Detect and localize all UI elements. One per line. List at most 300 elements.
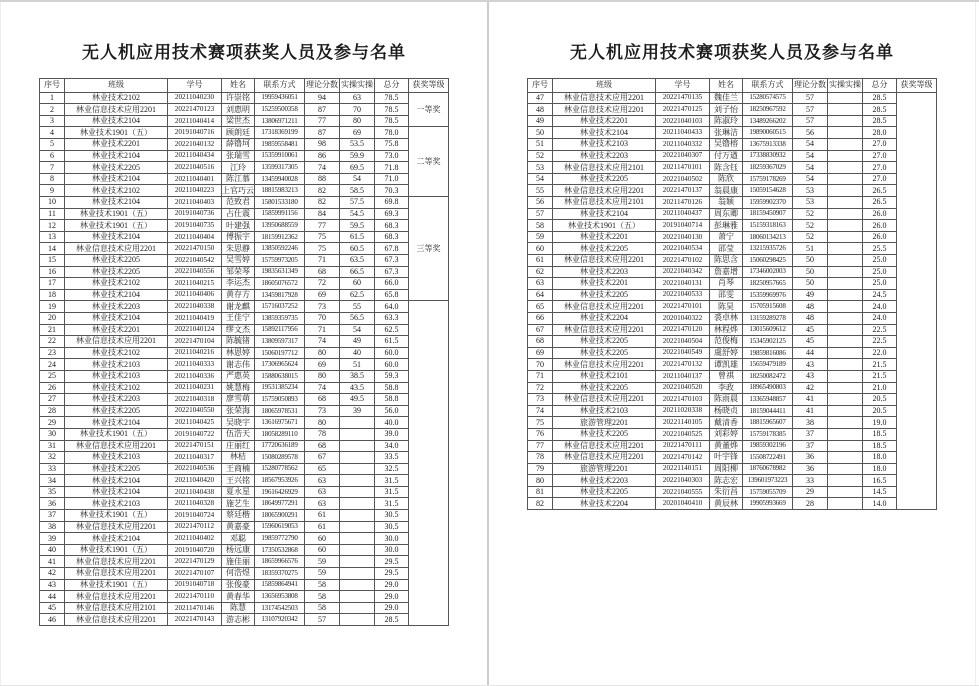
- cell: 37: [40, 510, 65, 522]
- cell: 林业技术2104: [65, 486, 168, 498]
- cell: [828, 359, 863, 371]
- cell: 66.5: [340, 266, 375, 278]
- cell: 20211040333: [168, 359, 222, 371]
- cell: 18567953926: [255, 475, 305, 487]
- cell: 57.5: [340, 197, 375, 209]
- cell: 肖琴: [710, 278, 743, 290]
- cell: 林业技术2104: [65, 150, 168, 162]
- cell: 20221040525: [656, 428, 710, 440]
- column-header: 联系方式: [255, 78, 305, 92]
- cell: 24: [40, 359, 65, 371]
- cell: [340, 579, 375, 591]
- table-row: [40, 197, 449, 209]
- cell: 林业技术2205: [553, 347, 656, 359]
- cell: 13459940028: [255, 173, 305, 185]
- cell: 63: [305, 498, 340, 510]
- cell: 24.0: [863, 312, 897, 324]
- cell: 20211040215: [168, 278, 222, 290]
- cell: 48: [793, 312, 828, 324]
- cell: 18.0: [863, 452, 897, 464]
- cell: 58.8: [375, 394, 409, 406]
- cell: 74: [305, 382, 340, 394]
- cell: 谭凯雄: [710, 359, 743, 371]
- cell: 15060298425: [743, 255, 793, 267]
- cell: 林业技术2205: [553, 486, 656, 498]
- cell: 5: [40, 139, 65, 151]
- cell: 陈慧: [222, 602, 255, 614]
- cell: 20221470111: [656, 440, 710, 452]
- cell: 林业技术2102: [65, 382, 168, 394]
- cell: 46: [40, 614, 65, 626]
- cell: [828, 289, 863, 301]
- table-row: [528, 382, 937, 394]
- cell: 20221470123: [168, 104, 222, 116]
- table-row: [528, 243, 937, 255]
- cell: [828, 92, 863, 104]
- cell: 20211040223: [168, 185, 222, 197]
- cell: [828, 127, 863, 139]
- cell: 16: [40, 266, 65, 278]
- table-row: [528, 394, 937, 406]
- cell: 27.0: [863, 150, 897, 162]
- cell: 60: [305, 544, 340, 556]
- cell: 林桔: [222, 452, 255, 464]
- cell: 19616426929: [255, 486, 305, 498]
- cell: 18760678982: [743, 463, 793, 475]
- table-row: [528, 417, 937, 429]
- cell: 66: [528, 312, 553, 324]
- cell: [828, 428, 863, 440]
- cell: 29.0: [375, 579, 409, 591]
- cell: 45: [793, 324, 828, 336]
- cell: 76: [528, 428, 553, 440]
- cell: 33: [40, 463, 65, 475]
- cell: 40: [40, 544, 65, 556]
- cell: 62: [528, 266, 553, 278]
- cell: 14.5: [863, 486, 897, 498]
- table-row: [40, 533, 449, 545]
- page-title: 无人机应用技术赛项获奖人员及参与名单: [570, 43, 894, 62]
- cell: 28.0: [863, 127, 897, 139]
- cell: 魏佳兰: [710, 92, 743, 104]
- cell: 吴晓宇: [222, 417, 255, 429]
- cell: 69: [340, 127, 375, 139]
- cell: [828, 162, 863, 174]
- cell: 黄存方: [222, 289, 255, 301]
- cell: 49.5: [340, 394, 375, 406]
- cell: 50: [793, 266, 828, 278]
- table-row: [40, 104, 449, 116]
- table-row: [528, 185, 937, 197]
- cell: 79: [528, 463, 553, 475]
- cell: 20211040406: [168, 289, 222, 301]
- cell: 林业信息技术应用2201: [553, 255, 656, 267]
- cell: 林业技术2102: [65, 347, 168, 359]
- cell: 31.5: [375, 475, 409, 487]
- cell: 林业技术2103: [65, 359, 168, 371]
- cell: 61: [528, 255, 553, 267]
- table-row: [528, 162, 937, 174]
- cell: 54: [793, 150, 828, 162]
- table-body: [528, 92, 937, 509]
- cell: 53: [528, 162, 553, 174]
- cell: 20221040502: [656, 173, 710, 185]
- cell: 林业技术2201: [65, 139, 168, 151]
- cell: 70: [528, 359, 553, 371]
- table-row: [40, 289, 449, 301]
- cell: 53.5: [340, 139, 375, 151]
- cell: 23: [40, 347, 65, 359]
- table-row: [40, 568, 449, 580]
- cell: 林业信息技术应用2201: [65, 104, 168, 116]
- cell: 17350532868: [255, 544, 305, 556]
- cell: 范俊梅: [710, 336, 743, 348]
- column-header: 获奖等级: [409, 78, 449, 92]
- cell: 陈含钰: [710, 162, 743, 174]
- cell: 詹嘉增: [710, 266, 743, 278]
- table-row: [40, 544, 449, 556]
- table-row: [40, 336, 449, 348]
- cell: 20211040231: [168, 382, 222, 394]
- table-row: [40, 440, 449, 452]
- cell: 15508722491: [743, 452, 793, 464]
- cell: 34: [40, 475, 65, 487]
- cell: 15759055709: [743, 486, 793, 498]
- cell: [828, 255, 863, 267]
- cell: 18065978531: [255, 405, 305, 417]
- cell: 38: [793, 417, 828, 429]
- cell: 68: [305, 440, 340, 452]
- cell: 20221040318: [168, 394, 222, 406]
- cell: 20191040720: [168, 544, 222, 556]
- cell: 18.5: [863, 428, 897, 440]
- cell: 41: [793, 394, 828, 406]
- cell: 21.5: [863, 359, 897, 371]
- cell: 54: [340, 173, 375, 185]
- cell: 20191040736: [168, 208, 222, 220]
- cell: 林业技术1901（五）: [65, 127, 168, 139]
- cell: 29.0: [375, 591, 409, 603]
- cell: 翁晨康: [710, 185, 743, 197]
- table-row: [40, 278, 449, 290]
- cell: 李政: [710, 382, 743, 394]
- cell: [828, 185, 863, 197]
- table-row: [40, 243, 449, 255]
- cell: 27: [40, 394, 65, 406]
- cell: 20211040230: [168, 92, 222, 104]
- cell: 17720636189: [255, 440, 305, 452]
- cell: 70.3: [375, 185, 409, 197]
- table-row: [40, 602, 449, 614]
- table-row: [40, 266, 449, 278]
- cell: 17306965624: [255, 359, 305, 371]
- table-row: [528, 255, 937, 267]
- cell: 47: [528, 92, 553, 104]
- cell: 20211040317: [168, 452, 222, 464]
- cell: 20221470104: [168, 336, 222, 348]
- award-level-cell: 三等奖: [409, 197, 449, 301]
- cell: 19859816086: [743, 347, 793, 359]
- cell: 54: [793, 173, 828, 185]
- cell: 伍浩天: [222, 428, 255, 440]
- cell: 15960619053: [255, 521, 305, 533]
- cell: 张琳洁: [710, 127, 743, 139]
- cell: 20201040322: [656, 312, 710, 324]
- cell: 19.0: [863, 417, 897, 429]
- cell: 42: [40, 568, 65, 580]
- table-row: [40, 208, 449, 220]
- cell: 20221040303: [656, 475, 710, 487]
- cell: 20221040536: [168, 463, 222, 475]
- award-level-cell: 一等奖: [409, 92, 449, 127]
- cell: 52: [793, 231, 828, 243]
- cell: 施佳丽: [222, 556, 255, 568]
- cell: 20211040438: [168, 486, 222, 498]
- cell: 15759178385: [743, 428, 793, 440]
- cell: 20221470102: [656, 255, 710, 267]
- table-row: [40, 220, 449, 232]
- cell: 旅游管理2201: [553, 417, 656, 429]
- cell: 28.5: [863, 104, 897, 116]
- cell: 20: [40, 312, 65, 324]
- cell: 15359910061: [255, 150, 305, 162]
- cell: 林业技术2201: [553, 278, 656, 290]
- cell: 75: [305, 243, 340, 255]
- cell: 林业技术2203: [553, 150, 656, 162]
- cell: 71.0: [375, 173, 409, 185]
- cell: 张荣海: [222, 405, 255, 417]
- table-row: [40, 370, 449, 382]
- cell: [828, 475, 863, 487]
- cell: 林业信息技术应用2201: [65, 556, 168, 568]
- cell: 20211470146: [168, 602, 222, 614]
- cell: 64: [528, 289, 553, 301]
- table-row: [528, 336, 937, 348]
- cell: 71: [305, 324, 340, 336]
- cell: 57: [793, 115, 828, 127]
- cell: 36: [793, 452, 828, 464]
- cell: 18965490803: [743, 382, 793, 394]
- table-row: [528, 359, 937, 371]
- table-row: [40, 139, 449, 151]
- cell: 54: [793, 162, 828, 174]
- cell: 32: [40, 452, 65, 464]
- table-row: [40, 347, 449, 359]
- cell: 29: [40, 417, 65, 429]
- cell: 48: [528, 104, 553, 116]
- cell: 林业技术1901（五）: [65, 208, 168, 220]
- cell: 林业技术2203: [553, 266, 656, 278]
- cell: 56.5: [340, 312, 375, 324]
- cell: 15259500358: [255, 104, 305, 116]
- table-row: [528, 92, 937, 104]
- cell: 15: [40, 255, 65, 267]
- cell: 20191040735: [168, 220, 222, 232]
- cell: 78: [528, 452, 553, 464]
- cell: 78.5: [375, 104, 409, 116]
- cell: 68.3: [375, 231, 409, 243]
- cell: 林业技术2104: [65, 231, 168, 243]
- cell: 57: [793, 92, 828, 104]
- cell: 18.5: [863, 440, 897, 452]
- cell: 15659479189: [743, 359, 793, 371]
- cell: 70: [340, 104, 375, 116]
- table-row: [40, 452, 449, 464]
- cell: 缪文杰: [222, 324, 255, 336]
- cell: 29: [793, 486, 828, 498]
- cell: 20211470126: [656, 197, 710, 209]
- cell: 陈欣: [710, 173, 743, 185]
- cell: 20191040718: [168, 579, 222, 591]
- cell: 41: [793, 405, 828, 417]
- table-row: [528, 498, 937, 510]
- cell: 20191040724: [168, 510, 222, 522]
- cell: 林程烨: [710, 324, 743, 336]
- cell: [828, 243, 863, 255]
- cell: 林业技术2104: [65, 417, 168, 429]
- cell: [828, 278, 863, 290]
- cell: 18058289110: [255, 428, 305, 440]
- cell: 20.5: [863, 405, 897, 417]
- cell: 林业信息技术应用2201: [553, 394, 656, 406]
- cell: 王佳宁: [222, 312, 255, 324]
- table-row: [528, 220, 937, 232]
- cell: 80: [305, 417, 340, 429]
- cell: 65: [305, 463, 340, 475]
- cell: 20221470107: [168, 568, 222, 580]
- cell: 邹荣琴: [222, 266, 255, 278]
- cell: 19: [40, 301, 65, 313]
- cell: 29.0: [375, 602, 409, 614]
- cell: 63.5: [340, 255, 375, 267]
- cell: 36: [40, 498, 65, 510]
- table-row: [40, 417, 449, 429]
- cell: 56.0: [375, 405, 409, 417]
- cell: 13174542503: [255, 602, 305, 614]
- cell: 占仕震: [222, 208, 255, 220]
- cell: 林业技术2104: [65, 475, 168, 487]
- cell: 19905993669: [743, 498, 793, 510]
- cell: 20221040533: [656, 289, 710, 301]
- cell: 林业技术2104: [65, 197, 168, 209]
- cell: 15705915608: [743, 301, 793, 313]
- cell: 13599317305: [255, 162, 305, 174]
- cell: 58: [305, 591, 340, 603]
- cell: [828, 150, 863, 162]
- cell: 何浩煜: [222, 568, 255, 580]
- cell: 邓聪: [222, 533, 255, 545]
- cell: [340, 417, 375, 429]
- cell: 20221470150: [168, 243, 222, 255]
- cell: 25: [40, 370, 65, 382]
- cell: 19531385234: [255, 382, 305, 394]
- page-1: [0, 2, 488, 685]
- cell: 58.5: [340, 185, 375, 197]
- cell: 13365948857: [743, 394, 793, 406]
- cell: 18.0: [863, 463, 897, 475]
- cell: 20201040410: [656, 498, 710, 510]
- cell: 61: [305, 510, 340, 522]
- cell: [828, 405, 863, 417]
- cell: 60.5: [340, 243, 375, 255]
- cell: [828, 139, 863, 151]
- cell: 林业技术2103: [65, 498, 168, 510]
- cell: 19859558481: [255, 139, 305, 151]
- cell: 15060197712: [255, 347, 305, 359]
- cell: 20211040433: [656, 127, 710, 139]
- cell: 20211040434: [168, 150, 222, 162]
- table-row: [40, 359, 449, 371]
- table-row: [528, 208, 937, 220]
- cell: 78: [305, 428, 340, 440]
- cell: 18649977291: [255, 498, 305, 510]
- cell: 20221470151: [168, 440, 222, 452]
- cell: 范致君: [222, 197, 255, 209]
- cell: 黄董烨: [710, 440, 743, 452]
- cell: 20211040403: [168, 197, 222, 209]
- cell: 49: [340, 336, 375, 348]
- awards-table-page2: [527, 78, 937, 510]
- cell: 林业技术2104: [65, 533, 168, 545]
- column-header: 获奖等级: [897, 78, 937, 92]
- cell: 77: [305, 220, 340, 232]
- cell: 45: [40, 602, 65, 614]
- column-header: 理论分数: [305, 78, 340, 92]
- cell: 陈江慕: [222, 173, 255, 185]
- cell: 林业技术2104: [65, 312, 168, 324]
- cell: 梁世杰: [222, 115, 255, 127]
- table-row: [528, 150, 937, 162]
- cell: 刘子怡: [710, 104, 743, 116]
- cell: 88: [305, 173, 340, 185]
- cell: 58.8: [375, 382, 409, 394]
- cell: 13: [40, 231, 65, 243]
- cell: 林业技术2102: [65, 92, 168, 104]
- cell: 林业信息技术应用2201: [65, 591, 168, 603]
- cell: 43: [793, 359, 828, 371]
- cell: 54: [340, 324, 375, 336]
- cell: 林业信息技术应用2201: [553, 185, 656, 197]
- column-header: 学号: [168, 78, 222, 92]
- cell: 67.3: [375, 266, 409, 278]
- cell: 80: [528, 475, 553, 487]
- table-row: [528, 324, 937, 336]
- cell: 15859864941: [255, 579, 305, 591]
- table-row: [40, 382, 449, 394]
- cell: 林业信息技术应用2201: [65, 243, 168, 255]
- cell: 陈雨晨: [710, 394, 743, 406]
- cell: 林业信息技术应用2201: [553, 301, 656, 313]
- table-row: [528, 278, 937, 290]
- table-row: [528, 115, 937, 127]
- table-row: [528, 486, 937, 498]
- cell: 20221040549: [656, 347, 710, 359]
- cell: 严惠英: [222, 370, 255, 382]
- cell: 78.5: [375, 115, 409, 127]
- cell: 13616975671: [255, 417, 305, 429]
- cell: 29.5: [375, 556, 409, 568]
- cell: 86: [305, 150, 340, 162]
- cell: 84: [305, 208, 340, 220]
- cell: [828, 312, 863, 324]
- cell: 18250957665: [743, 278, 793, 290]
- cell: 62.5: [340, 289, 375, 301]
- cell: 林业技术2101: [553, 370, 656, 382]
- cell: 18259367029: [743, 162, 793, 174]
- cell: 陈昊: [710, 301, 743, 313]
- cell: 林业技术2102: [65, 185, 168, 197]
- cell: 林业技术2201: [553, 231, 656, 243]
